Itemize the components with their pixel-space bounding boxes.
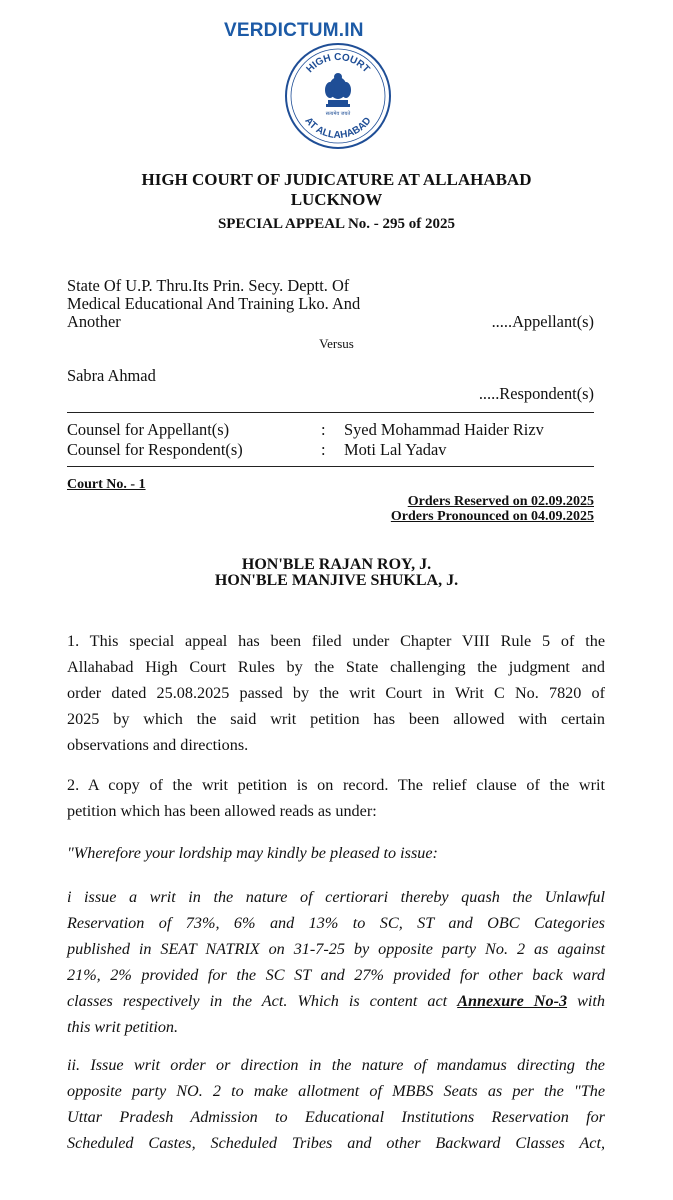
relief-line: [67, 988, 605, 1014]
paragraph-1: [67, 628, 605, 758]
paragraph-line: petition which has been allowed reads as under:: [67, 802, 377, 820]
counsel-divider: [67, 412, 594, 413]
counsel-appellant-name: Syed Mohammad Haider Rizv: [344, 420, 544, 439]
relief-line: Reservation of 73%, 6% and 13% to SC, ST and OBC Categories: [67, 914, 605, 932]
court-divider: [67, 466, 594, 467]
paragraph-line: 2025 by which the said writ petition has been allowed with certain: [67, 710, 605, 728]
counsel-respondent-label: Counsel for Respondent(s): [67, 440, 243, 459]
relief-line: 21%, 2% provided for the SC ST and 27% provided for other back ward: [67, 966, 605, 984]
site-watermark-brand: VERDICTUM.IN: [224, 20, 364, 41]
relief-line: opposite party NO. 2 to make allotment of MBBS Seats as per the "The: [67, 1082, 605, 1100]
appellant-line2: Medical Educational And Training Lko. And: [67, 294, 361, 313]
quote-intro-line: "Wherefore your lordship may kindly be pleased to issue:: [67, 844, 438, 862]
relief-line: Uttar Pradesh Admission to Educational Institutions Reservation for: [67, 1108, 605, 1126]
appellant-line3: Another: [67, 312, 121, 331]
seal-motto: सत्यमेव जयते: [325, 111, 351, 117]
relief-line: ii. Issue writ order or direction in the nature of mandamus directing the: [67, 1056, 605, 1074]
relief-clause-2: [67, 1052, 605, 1156]
relief-line: published in SEAT NATRIX on 31-7-25 by opposite party No. 2 as against: [67, 940, 605, 958]
relief-line-text: classes respectively in the Act. Which is content act: [67, 992, 448, 1010]
counsel-appellant-label: Counsel for Appellant(s): [67, 420, 230, 439]
quote-intro: [67, 840, 605, 866]
case-number: SPECIAL APPEAL No. - 295 of 2025: [217, 216, 456, 232]
annexure-reference: Annexure No-3: [457, 992, 568, 1010]
respondent-tag: .....Respondent(s): [478, 384, 594, 403]
paragraph-2: [67, 772, 605, 824]
paragraph-line: 1. This special appeal has been filed under Chapter VIII Rule 5 of the: [67, 632, 605, 650]
seal-top-text: HIGH COURT: [304, 51, 372, 76]
high-court-seal-icon: [282, 40, 394, 152]
seal-bottom-text: AT ALLAHABAD: [302, 115, 374, 142]
counsel-colon: :: [321, 440, 326, 459]
court-name-line1: HIGH COURT OF JUDICATURE AT ALLAHABAD: [141, 170, 532, 189]
court-name-line2: LUCKNOW: [290, 190, 383, 209]
versus-label: Versus: [319, 336, 354, 351]
counsel-respondent-name: Moti Lal Yadav: [344, 440, 447, 459]
paragraph-line: observations and directions.: [67, 736, 249, 754]
court-number: Court No. - 1: [67, 477, 146, 492]
relief-line: this writ petition.: [67, 1018, 179, 1036]
appellant-tag: .....Appellant(s): [491, 312, 594, 331]
relief-line: i issue a writ in the nature of certiorari thereby quash the Unlawful: [67, 888, 605, 906]
appellant-line1: State Of U.P. Thru.Its Prin. Secy. Deptt. Of: [67, 276, 350, 295]
judge-2: HON'BLE MANJIVE SHUKLA, J.: [214, 572, 459, 589]
paragraph-line: order dated 25.08.2025 passed by the writ Court in Writ C No. 7820 of: [67, 684, 605, 702]
paragraph-line: 2. A copy of the writ petition is on record. The relief clause of the writ: [67, 776, 605, 794]
respondent-name: Sabra Ahmad: [67, 366, 156, 385]
orders-pronounced: Orders Pronounced on 04.09.2025: [390, 509, 594, 524]
orders-reserved: Orders Reserved on 02.09.2025: [407, 494, 594, 509]
judge-1: HON'BLE RAJAN ROY, J.: [241, 556, 432, 573]
relief-line-tail: with: [577, 992, 606, 1010]
paragraph-line: Allahabad High Court Rules by the State challenging the judgment and: [67, 658, 605, 676]
counsel-colon: :: [321, 420, 326, 439]
svg-text:AT ALLAHABAD: [302, 115, 373, 141]
relief-clause-1: [67, 884, 605, 1040]
relief-line: Scheduled Castes, Scheduled Tribes and other Backward Classes Act,: [67, 1134, 605, 1152]
